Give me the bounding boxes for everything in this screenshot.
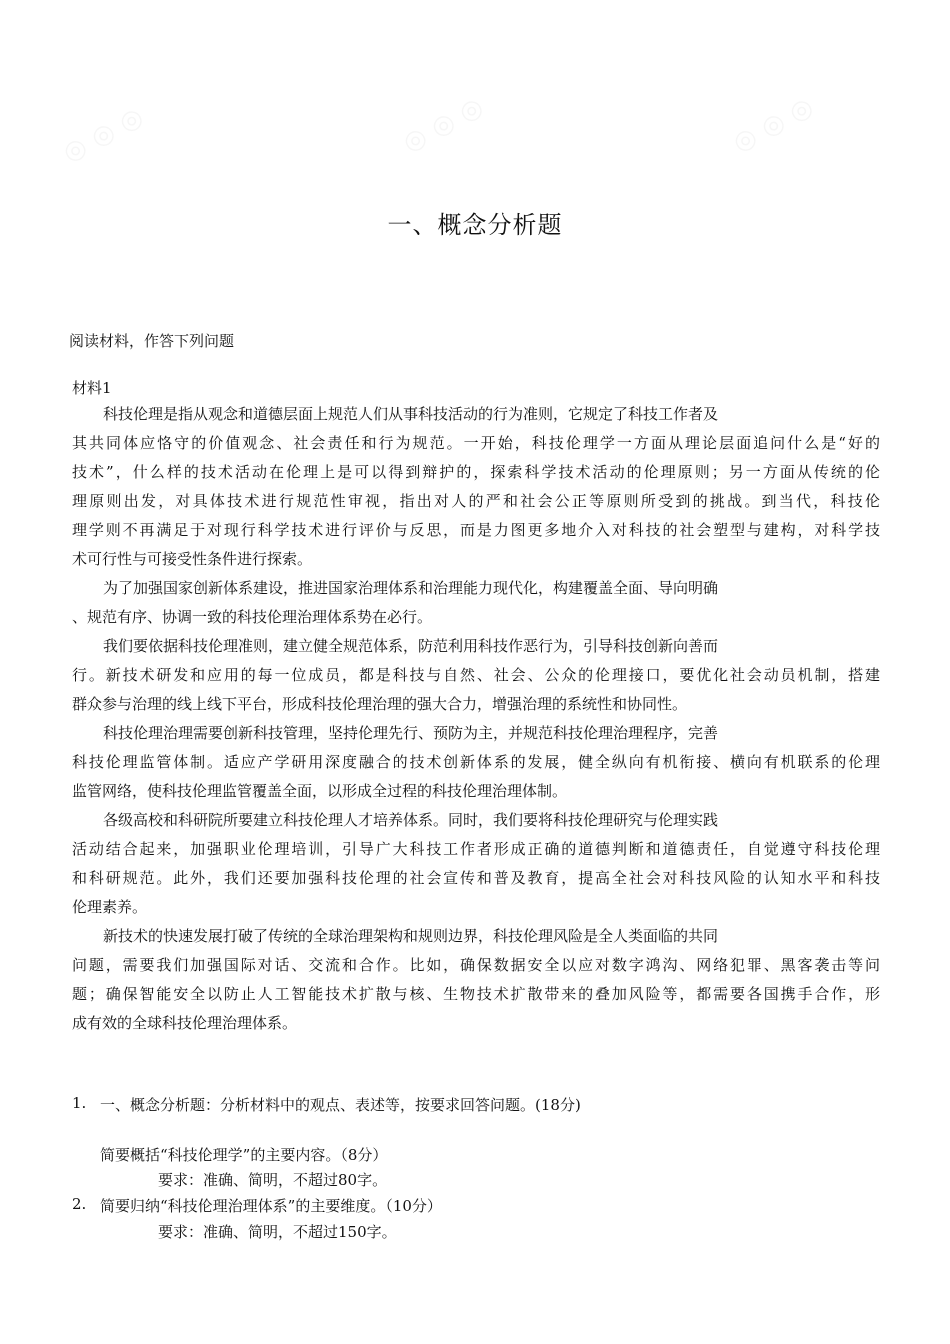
material-line: 新技术的快速发展打破了传统的全球治理架构和规则边界，科技伦理风险是全人类面临的共同 [103, 927, 719, 945]
requirement-text: 要求：准确、简明，不超过80字。 [158, 1171, 388, 1189]
material-label: 材料1 [72, 379, 112, 397]
material-line: 理原则出发，对具体技术进行规范性审视，指出对人的严和社会公正等原则所受到的挑战。到当代，科技伦 [72, 492, 880, 510]
material-line: 群众参与治理的线上线下平台，形成科技伦理治理的强大合力，增强治理的系统性和协同性。 [72, 695, 688, 713]
material-line: 题；确保智能安全以防止人工智能技术扩散与核、生物技术扩散带来的叠加风险等，都需要各国携手合作，形 [72, 985, 880, 1003]
material-line: 为了加强国家创新体系建设，推进国家治理体系和治理能力现代化，构建覆盖全面、导向明确 [103, 579, 719, 597]
material-line: 行。新技术研发和应用的每一位成员，都是科技与自然、社会、公众的伦理接口，要优化社会动员机制，搭建 [72, 666, 880, 684]
sub-question-text: 简要概括“科技伦理学”的主要内容。（8分） [100, 1146, 388, 1164]
question-number: 1. [72, 1094, 87, 1112]
material-line: 技术”，什么样的技术活动在伦理上是可以得到辩护的，探索科学技术活动的伦理原则；另一方面从传统的伦 [72, 463, 880, 481]
material-line: 和科研规范。此外，我们还要加强科技伦理的社会宣传和普及教育，提高全社会对科技风险的认知水平和科技 [72, 869, 880, 887]
question-text: 简要归纳“科技伦理治理体系”的主要维度。（10分） [100, 1197, 442, 1215]
watermark [58, 102, 148, 169]
material-line: 活动结合起来，加强职业伦理培训，引导广大科技工作者形成正确的道德判断和道德责任，自觉遵守科技伦理 [72, 840, 880, 858]
watermark [728, 92, 818, 159]
material-line: 各级高校和科研院所要建立科技伦理人才培养体系。同时，我们要将科技伦理研究与伦理实践 [103, 811, 719, 829]
requirement-text: 要求：准确、简明，不超过150字。 [158, 1223, 397, 1241]
material-line: 、规范有序、协调一致的科技伦理治理体系势在必行。 [72, 608, 433, 626]
material-body [72, 400, 880, 1038]
watermark [398, 92, 488, 159]
material-line: 科技伦理治理需要创新科技管理，坚持伦理先行、预防为主，并规范科技伦理治理程序，完善 [103, 724, 719, 742]
material-line: 我们要依据科技伦理准则，建立健全规范体系，防范利用科技作恶行为，引导科技创新向善而 [103, 637, 719, 655]
material-line: 科技伦理是指从观念和道德层面上规范人们从事科技活动的行为准则，它规定了科技工作者及 [103, 405, 719, 423]
page-title: 一、概念分析题 [387, 211, 563, 239]
material-line: 问题，需要我们加强国际对话、交流和合作。比如，确保数据安全以应对数字鸿沟、网络犯罪、黑客袭击等问 [72, 956, 880, 974]
material-line: 科技伦理监管体制。适应产学研用深度融合的技术创新体系的发展，健全纵向有机衔接、横向有机联系的伦理 [72, 753, 880, 771]
question-text: 一、概念分析题：分析材料中的观点、表述等，按要求回答问题。(18分) [100, 1096, 581, 1114]
intro-text: 阅读材料，作答下列问题 [69, 332, 235, 350]
material-line: 术可行性与可接受性条件进行探索。 [72, 550, 313, 568]
material-line: 理学则不再满足于对现行科学技术进行评价与反思，而是力图更多地介入对科技的社会塑型与建构，对科学技 [72, 521, 880, 539]
material-line: 成有效的全球科技伦理治理体系。 [72, 1014, 298, 1032]
material-line: 监管网络，使科技伦理监管覆盖全面，以形成全过程的科技伦理治理体制。 [72, 782, 568, 800]
material-line: 伦理素养。 [72, 898, 148, 916]
material-line: 其共同体应恪守的价值观念、社会责任和行为规范。一开始，科技伦理学一方面从理论层面追问什么是“好的 [72, 434, 880, 452]
question-number: 2. [72, 1195, 87, 1213]
